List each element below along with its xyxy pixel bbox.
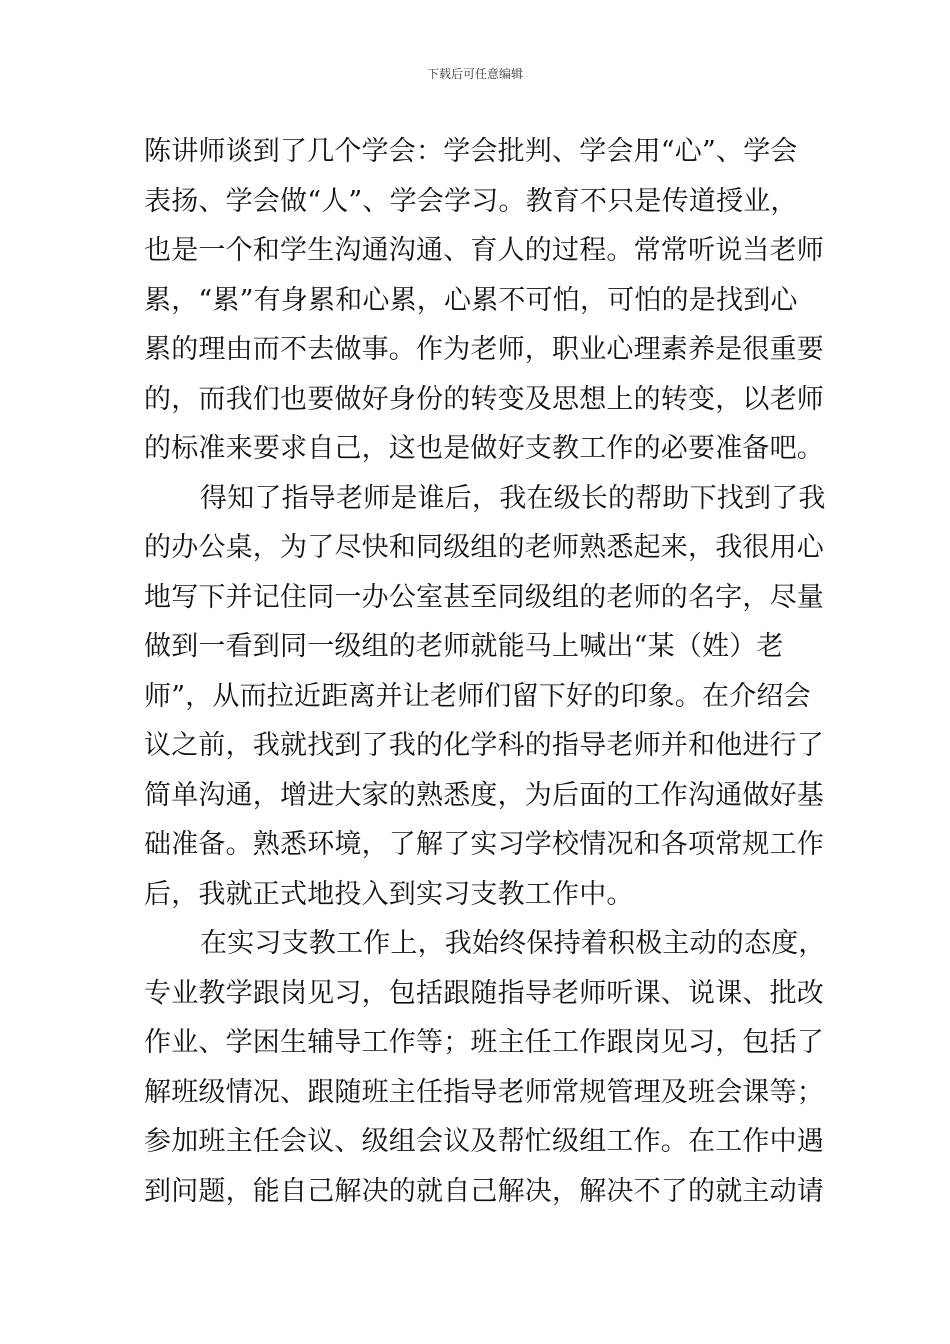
paragraph-2-line-8: 础准备。熟悉环境，了解了实习学校情况和各项常规工作 [144, 829, 824, 860]
paragraph-3-line-5: 参加班主任会议、级组会议及帮忙级组工作。在工作中遇 [144, 1126, 824, 1157]
paragraph-1-line-1: 陈讲师谈到了几个学会：学会批判、学会用“心”、学会 [144, 136, 798, 167]
body-text [144, 127, 824, 1216]
paragraph-2-line-9: 后，我就正式地投入到实习支教工作中。 [144, 878, 634, 910]
paragraph-1-line-2: 表扬、学会做“人”、学会学习。教育不只是传道授业， [144, 185, 798, 217]
paragraph-3-line-4: 解班级情况、跟随班主任指导老师常规管理及班会课等； [144, 1076, 824, 1108]
paragraph-1-line-4: 累，“累”有身累和心累，心累不可怕，可怕的是找到心 [144, 284, 798, 316]
paragraph-1-line-6: 的，而我们也要做好身份的转变及思想上的转变，以老师 [144, 383, 824, 415]
paragraph-1-line-7: 的标准来要求自己，这也是做好支教工作的必要准备吧。 [144, 433, 824, 464]
paragraph-2-line-5: 师”，从而拉近距离并让老师们留下好的印象。在介绍会 [144, 680, 811, 712]
paragraph-1-line-3: 也是一个和学生沟通沟通、育人的过程。常常听说当老师 [144, 235, 824, 266]
paragraph-3-line-3: 作业、学困生辅导工作等；班主任工作跟岗见习，包括了 [144, 1027, 824, 1058]
paragraph-1-line-5: 累的理由而不去做事。作为老师，职业心理素养是很重要 [144, 334, 824, 365]
paragraph-3-line-6: 到问题，能自己解决的就自己解决，解决不了的就主动请 [144, 1175, 824, 1207]
paragraph-2-line-4: 做到一看到同一级组的老师就能马上喊出“某（姓）老 [144, 631, 784, 662]
page-header: 下载后可任意编辑 [426, 67, 523, 81]
paragraph-3-line-2: 专业教学跟岗见习，包括跟随指导老师听课、说课、批改 [144, 977, 824, 1009]
paragraph-3-line-1: 在实习支教工作上，我始终保持着积极主动的态度， [200, 928, 826, 959]
paragraph-2-line-2: 的办公桌，为了尽快和同级组的老师熟悉起来，我很用心 [144, 532, 824, 563]
paragraph-2-line-7: 简单沟通，增进大家的熟悉度，为后面的工作沟通做好基 [144, 779, 824, 811]
paragraph-2-line-1: 得知了指导老师是谁后，我在级长的帮助下找到了我 [200, 482, 826, 514]
paragraph-2-line-3: 地写下并记住同一办公室甚至同级组的老师的名字，尽量 [144, 581, 824, 613]
paragraph-2-line-6: 议之前，我就找到了我的化学科的指导老师并和他进行了 [144, 730, 824, 761]
